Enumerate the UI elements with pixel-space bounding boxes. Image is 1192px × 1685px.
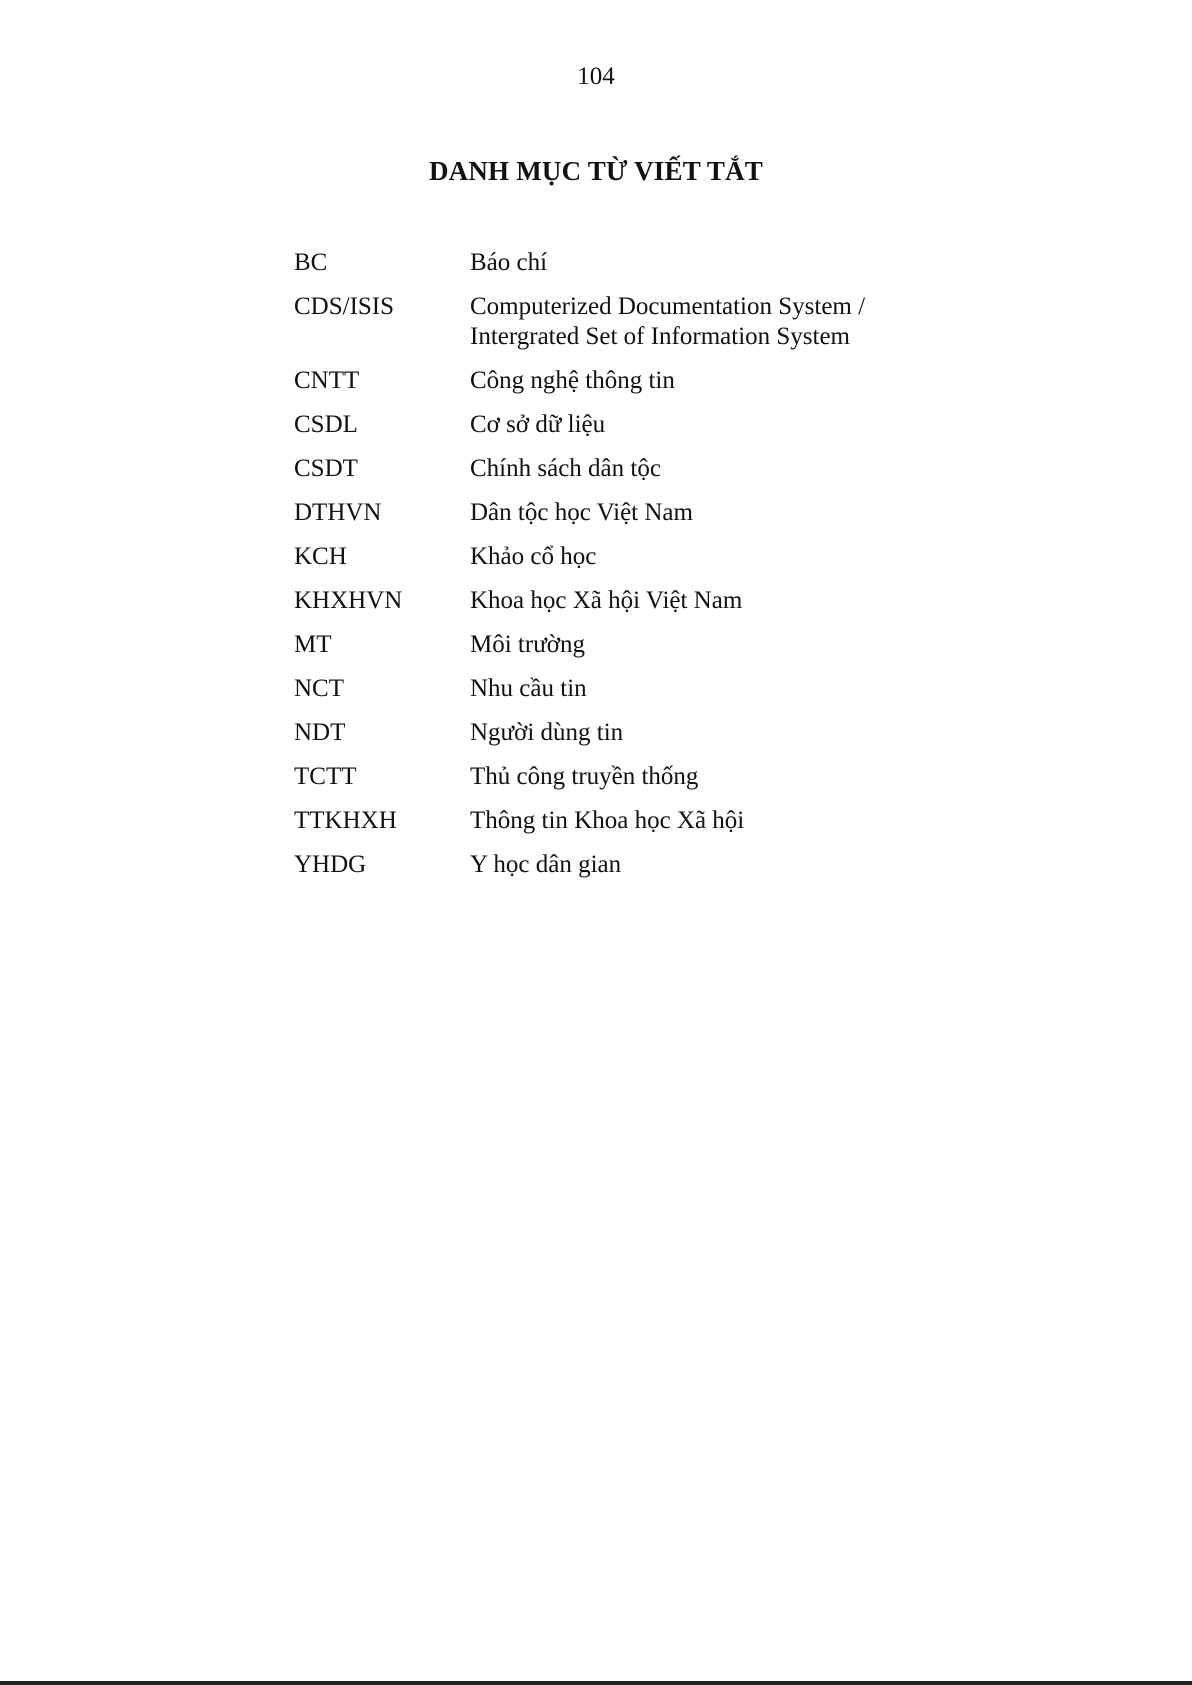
abbreviation-definition: Báo chí (470, 249, 548, 276)
abbreviation-term: NCT (294, 675, 344, 702)
abbreviation-row (294, 586, 934, 616)
abbreviation-term: CSDL (294, 411, 358, 438)
abbreviation-term: TCTT (294, 763, 357, 790)
abbreviation-term: CNTT (294, 367, 360, 394)
abbreviation-row (294, 718, 934, 748)
abbreviation-term: CSDT (294, 455, 358, 482)
abbreviation-row (294, 762, 934, 792)
abbreviation-row (294, 498, 934, 528)
abbreviation-definition: Cơ sở dữ liệu (470, 411, 606, 438)
abbreviation-list (294, 248, 934, 894)
abbreviation-term: NDT (294, 719, 346, 746)
abbreviation-term: KCH (294, 543, 347, 570)
abbreviation-term: BC (294, 249, 328, 276)
abbreviation-definition: Nhu cầu tin (470, 675, 587, 702)
page-title: DANH MỤC TỪ VIẾT TẮT (428, 156, 764, 186)
abbreviation-definition: Môi trường (470, 631, 585, 658)
abbreviation-definition: Khảo cổ học (470, 543, 597, 570)
bottom-border (0, 1681, 1192, 1685)
page-number: 104 (577, 63, 615, 90)
abbreviation-row (294, 410, 934, 440)
abbreviation-row (294, 248, 934, 278)
abbreviation-row (294, 454, 934, 484)
abbreviation-definition: Dân tộc học Việt Nam (470, 499, 693, 526)
abbreviation-row (294, 674, 934, 704)
abbreviation-row (294, 292, 934, 352)
abbreviation-definition: Người dùng tin (470, 719, 624, 746)
abbreviation-row (294, 366, 934, 396)
abbreviation-definition: Thủ công truyền thống (470, 763, 699, 790)
abbreviation-term: CDS/ISIS (294, 293, 395, 320)
abbreviation-row (294, 630, 934, 660)
abbreviation-row (294, 850, 934, 880)
abbreviation-definition-line: Computerized Documentation System / (470, 293, 866, 320)
abbreviation-row (294, 806, 934, 836)
abbreviation-term: KHXHVN (294, 587, 403, 614)
abbreviation-definition: Thông tin Khoa học Xã hội (470, 807, 745, 834)
abbreviation-term: YHDG (294, 851, 367, 878)
abbreviation-definition: Khoa học Xã hội Việt Nam (470, 587, 743, 614)
abbreviation-term: TTKHXH (294, 807, 397, 834)
abbreviation-definition: Công nghệ thông tin (470, 367, 675, 394)
abbreviation-definition: Chính sách dân tộc (470, 455, 661, 482)
abbreviation-definition (470, 292, 934, 352)
abbreviation-definition: Y học dân gian (470, 851, 622, 878)
abbreviation-term: MT (294, 631, 332, 658)
abbreviation-term: DTHVN (294, 499, 382, 526)
abbreviation-definition-line: Intergrated Set of Information System (470, 323, 851, 350)
abbreviation-row (294, 542, 934, 572)
